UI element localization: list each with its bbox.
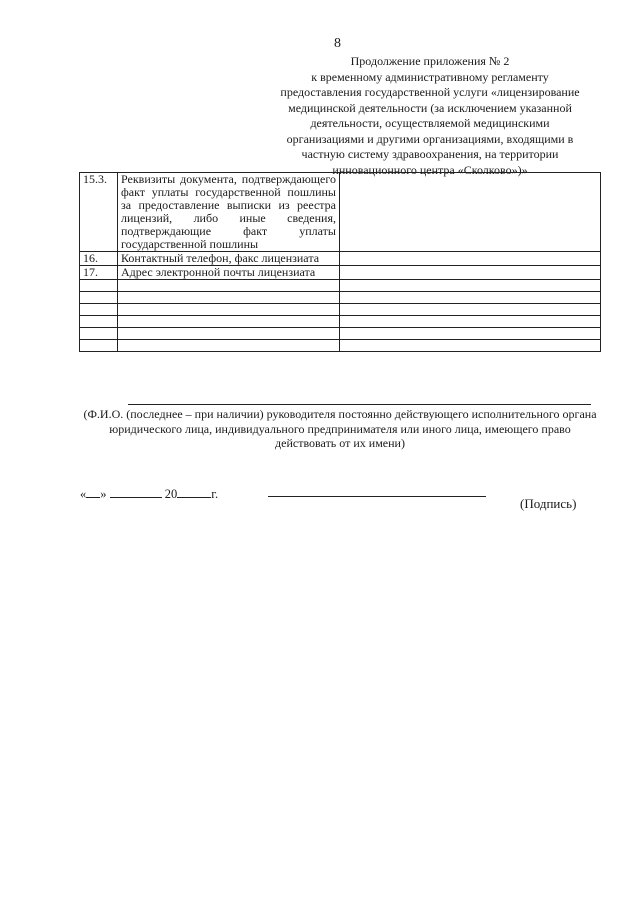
blank-cell[interactable] xyxy=(118,340,340,352)
row-value-field[interactable] xyxy=(340,266,601,280)
row-value-field[interactable] xyxy=(340,173,601,252)
date-close-quote: » xyxy=(100,487,107,501)
row-number: 16. xyxy=(80,252,118,266)
header-line: к временному административному регламенту xyxy=(311,69,549,84)
blank-cell[interactable] xyxy=(340,292,601,304)
document-header xyxy=(250,54,610,178)
date-line xyxy=(80,486,218,502)
blank-row xyxy=(80,328,601,340)
row-label: Адрес электронной почты лицензиата xyxy=(118,266,340,280)
row-label: Контактный телефон, факс лицензиата xyxy=(118,252,340,266)
row-label: Реквизиты документа, подтверждающего факт уплаты государственной пошлины за предоставление выписки из реестра лицензий, либо иные сведения, подтверждающие факт уплаты государственной пошлины xyxy=(118,173,340,252)
blank-cell[interactable] xyxy=(340,328,601,340)
row-number: 17. xyxy=(80,266,118,280)
blank-row xyxy=(80,304,601,316)
blank-cell[interactable] xyxy=(80,280,118,292)
blank-cell[interactable] xyxy=(80,304,118,316)
header-line: инновационного центра «Сколково»)» xyxy=(332,162,528,177)
blank-cell[interactable] xyxy=(118,328,340,340)
year-prefix: 20 xyxy=(164,487,178,501)
blank-cell[interactable] xyxy=(340,340,601,352)
blank-cell[interactable] xyxy=(80,292,118,304)
signature-line[interactable] xyxy=(268,496,486,497)
blank-cell[interactable] xyxy=(340,316,601,328)
header-line: Продолжение приложения № 2 xyxy=(350,54,510,68)
month-blank[interactable] xyxy=(110,486,162,498)
header-line: деятельности, осуществляемой медицинскими xyxy=(310,116,550,130)
row-number: 15.3. xyxy=(80,173,118,252)
blank-row xyxy=(80,292,601,304)
blank-cell[interactable] xyxy=(118,316,340,328)
blank-cell[interactable] xyxy=(118,280,340,292)
header-line: частную систему здравоохранения, на территории xyxy=(301,147,559,161)
name-signature-line[interactable] xyxy=(128,404,591,405)
page-number: 8 xyxy=(334,36,341,51)
blank-cell[interactable] xyxy=(80,328,118,340)
day-blank[interactable] xyxy=(86,486,100,498)
row-value-field[interactable] xyxy=(340,252,601,266)
table-row xyxy=(80,252,601,266)
blank-cell[interactable] xyxy=(118,292,340,304)
signature-label: (Подпись) xyxy=(520,496,577,511)
blank-cell[interactable] xyxy=(340,304,601,316)
header-line: организациями и другими организациями, входящими в xyxy=(286,131,574,146)
signature-caption: (Ф.И.О. (последнее – при наличии) руководителя постоянно действующего исполнительного органа юридического лица, индивидуального предпринимателя или иного лица, имеющего право действовать от их имени) xyxy=(83,407,597,450)
application-form-table xyxy=(79,172,601,352)
blank-cell[interactable] xyxy=(340,280,601,292)
header-line: медицинской деятельности (за исключением указанной xyxy=(288,100,572,115)
table-row xyxy=(80,173,601,252)
year-blank[interactable] xyxy=(177,486,211,498)
blank-row xyxy=(80,280,601,292)
blank-cell[interactable] xyxy=(80,340,118,352)
year-suffix: г. xyxy=(211,487,219,501)
blank-row xyxy=(80,340,601,352)
blank-cell[interactable] xyxy=(80,316,118,328)
blank-row xyxy=(80,316,601,328)
blank-cell[interactable] xyxy=(118,304,340,316)
header-line: предоставления государственной услуги «лицензирование xyxy=(280,85,580,99)
table-row xyxy=(80,266,601,280)
date-open-quote: « xyxy=(80,487,87,501)
